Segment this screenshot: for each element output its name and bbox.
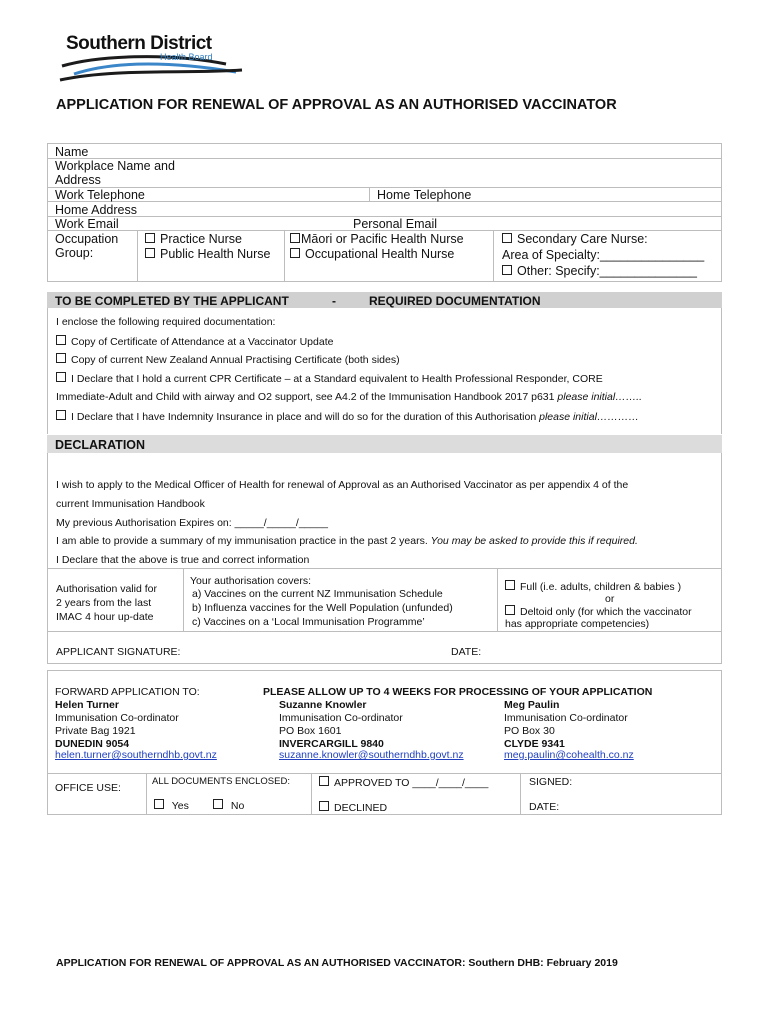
doc-item-practising-label: Copy of current New Zealand Annual Practising Certificate (both sides) — [71, 354, 400, 366]
scope-deltoid-label: Deltoid only (for which the vaccinator — [520, 606, 692, 618]
workplace-label-1: Workplace Name and — [55, 159, 175, 173]
office-no-option[interactable] — [213, 799, 244, 813]
declaration-true: I Declare that the above is true and correct information — [56, 554, 310, 566]
area-specialty-field[interactable]: Area of Specialty:_______________ — [502, 248, 705, 262]
cpr-initial-prompt: please initial…….. — [557, 391, 643, 403]
valid-line-3: IMAC 4 hour up-date — [56, 611, 154, 623]
applicant-signature-field[interactable]: APPLICANT SIGNATURE: — [56, 646, 181, 658]
declaration-summary-note: You may be asked to provide this if required. — [430, 535, 638, 547]
logo — [56, 30, 246, 90]
covers-b: b) Influenza vaccines for the Well Population (unfunded) — [192, 602, 453, 614]
contact-email-link[interactable]: suzanne.knowler@southerndhb.govt.nz — [279, 749, 464, 761]
covers-a: a) Vaccines on the current NZ Immunisation Schedule — [192, 588, 443, 600]
scope-deltoid-cont: has appropriate competencies) — [505, 618, 650, 630]
logo-name: Southern District — [66, 33, 212, 54]
declaration-heading: DECLARATION — [55, 438, 146, 452]
office-no-label: No — [230, 800, 245, 812]
page-title: APPLICATION FOR RENEWAL OF APPROVAL AS AN AUTHORISED VACCINATOR — [56, 97, 617, 113]
practice-nurse-label: Practice Nurse — [160, 232, 242, 246]
contact-role: Immunisation Co-ordinator — [55, 712, 179, 724]
declaration-line-2: current Immunisation Handbook — [56, 498, 205, 510]
checkbox-icon[interactable] — [505, 605, 515, 615]
checkbox-icon[interactable] — [290, 248, 300, 258]
other-specify-label: Other: Specify:______________ — [517, 264, 697, 278]
approved-label: APPROVED TO ____/____/____ — [334, 777, 489, 789]
valid-line-1: Authorisation valid for — [56, 583, 157, 595]
contact-address: Private Bag 1921 — [55, 725, 136, 737]
secondary-care-option[interactable] — [502, 232, 648, 246]
logo-sub: Health Board — [160, 52, 213, 62]
scope-or: or — [605, 593, 615, 605]
checkbox-icon[interactable] — [290, 233, 300, 243]
doc-item-cpr-cont — [56, 391, 642, 404]
contact-email-link[interactable]: meg.paulin@cohealth.co.nz — [504, 749, 634, 761]
office-yes-option[interactable] — [154, 799, 189, 813]
scope-full-label: Full (i.e. adults, children & babies ) — [520, 581, 682, 593]
footer-text: APPLICATION FOR RENEWAL OF APPROVAL AS AN AUTHORISED VACCINATOR: Southern DHB: February 2019 — [56, 957, 618, 969]
office-date-field[interactable]: DATE: — [529, 801, 560, 813]
name-label: Name — [55, 145, 89, 159]
checkbox-icon[interactable] — [502, 265, 512, 275]
contact-name: Helen Turner — [55, 699, 119, 711]
documentation-intro: I enclose the following required documentation: — [56, 316, 276, 328]
checkbox-icon[interactable] — [319, 801, 329, 811]
checkbox-icon[interactable] — [56, 372, 66, 382]
scope-full-option[interactable] — [505, 580, 681, 594]
work-email-label: Work Email — [55, 217, 119, 231]
contact-name: Meg Paulin — [504, 699, 560, 711]
doc-item-cpr[interactable] — [56, 372, 603, 386]
declaration-summary-text: I am able to provide a summary of my immunisation practice in the past 2 years. — [56, 535, 428, 547]
checkbox-icon[interactable] — [505, 580, 515, 590]
covers-heading: Your authorisation covers: — [190, 575, 312, 587]
occupational-nurse-option[interactable] — [290, 247, 454, 261]
forward-label: FORWARD APPLICATION TO: — [55, 686, 200, 698]
scope-deltoid-option[interactable] — [505, 605, 692, 619]
contact-address: PO Box 30 — [504, 725, 555, 737]
covers-c: c) Vaccines on a ‘Local Immunisation Programme’ — [192, 616, 425, 628]
processing-notice: PLEASE ALLOW UP TO 4 WEEKS FOR PROCESSING OF YOUR APPLICATION — [263, 686, 653, 698]
home-telephone-label: Home Telephone — [377, 188, 472, 202]
declaration-summary — [56, 535, 638, 548]
doc-item-practising[interactable] — [56, 353, 400, 367]
valid-line-2: 2 years from the last — [56, 597, 152, 609]
contact-email-link[interactable]: helen.turner@southerndhb.govt.nz — [55, 749, 217, 761]
checkbox-icon[interactable] — [56, 410, 66, 420]
contact-address: PO Box 1601 — [279, 725, 342, 737]
maori-nurse-option[interactable] — [290, 232, 464, 246]
declined-option[interactable] — [319, 801, 387, 815]
doc-item-certificate[interactable] — [56, 335, 333, 349]
personal-email-label: Personal Email — [353, 217, 438, 231]
office-use-label: OFFICE USE: — [55, 782, 121, 794]
checkbox-icon[interactable] — [154, 799, 164, 809]
work-telephone-label: Work Telephone — [55, 188, 145, 202]
declaration-date-field[interactable]: DATE: — [451, 646, 482, 658]
occupation-label-2: Group: — [55, 246, 94, 260]
indemnity-initial-prompt: please initial………… — [539, 411, 639, 423]
checkbox-icon[interactable] — [145, 248, 155, 258]
contact-role: Immunisation Co-ordinator — [279, 712, 403, 724]
checkbox-icon[interactable] — [213, 799, 223, 809]
office-signed-field[interactable]: SIGNED: — [529, 776, 573, 788]
occupational-nurse-label: Occupational Health Nurse — [305, 247, 455, 261]
doc-item-certificate-label: Copy of Certificate of Attendance at a Vaccinator Update — [71, 336, 334, 348]
doc-item-indemnity-label: I Declare that I have Indemnity Insurance in place and will do so for the duration of this Authorisation — [71, 411, 537, 423]
checkbox-icon[interactable] — [56, 353, 66, 363]
declaration-line-1: I wish to apply to the Medical Officer of Health for renewal of Approval as an Authorised Vaccinator as per appendix 4 of the — [56, 479, 629, 491]
other-specify-option[interactable] — [502, 264, 697, 278]
checkbox-icon[interactable] — [145, 233, 155, 243]
contact-city: DUNEDIN 9054 — [55, 738, 130, 750]
public-health-nurse-option[interactable] — [145, 247, 270, 261]
applicant-heading-dash: - — [332, 294, 336, 308]
home-address-label: Home Address — [55, 203, 137, 217]
all-documents-label: ALL DOCUMENTS ENCLOSED: — [152, 776, 290, 787]
approved-option[interactable] — [319, 776, 488, 790]
office-yes-label: Yes — [171, 800, 189, 812]
workplace-label-2: Address — [55, 173, 101, 187]
applicant-heading-left: TO BE COMPLETED BY THE APPLICANT — [55, 294, 289, 308]
doc-item-cpr-label: I Declare that I hold a current CPR Certificate – at a Standard equivalent to Health Professional Responder, CORE — [71, 373, 603, 385]
maori-nurse-label: Māori or Pacific Health Nurse — [301, 232, 464, 246]
occupation-label-1: Occupation — [55, 232, 119, 246]
secondary-care-label: Secondary Care Nurse: — [517, 232, 648, 246]
declaration-heading-bar — [47, 435, 722, 453]
doc-item-cpr-cont-label: Immediate-Adult and Child with airway and O2 support, see A4.2 of the Immunisation Handbook 2017 p631 — [56, 391, 555, 403]
declaration-expiry: My previous Authorisation Expires on: _____/_____/_____ — [56, 517, 329, 529]
applicant-heading-right: REQUIRED DOCUMENTATION — [369, 294, 541, 308]
checkbox-icon[interactable] — [319, 776, 329, 786]
checkbox-icon[interactable] — [56, 335, 66, 345]
doc-item-indemnity[interactable] — [56, 410, 639, 424]
contact-city: CLYDE 9341 — [504, 738, 565, 750]
contact-city: INVERCARGILL 9840 — [279, 738, 384, 750]
practice-nurse-option[interactable] — [145, 232, 242, 246]
checkbox-icon[interactable] — [502, 233, 512, 243]
contact-name: Suzanne Knowler — [279, 699, 367, 711]
contact-role: Immunisation Co-ordinator — [504, 712, 628, 724]
public-health-nurse-label: Public Health Nurse — [160, 247, 271, 261]
declined-label: DECLINED — [334, 802, 388, 814]
